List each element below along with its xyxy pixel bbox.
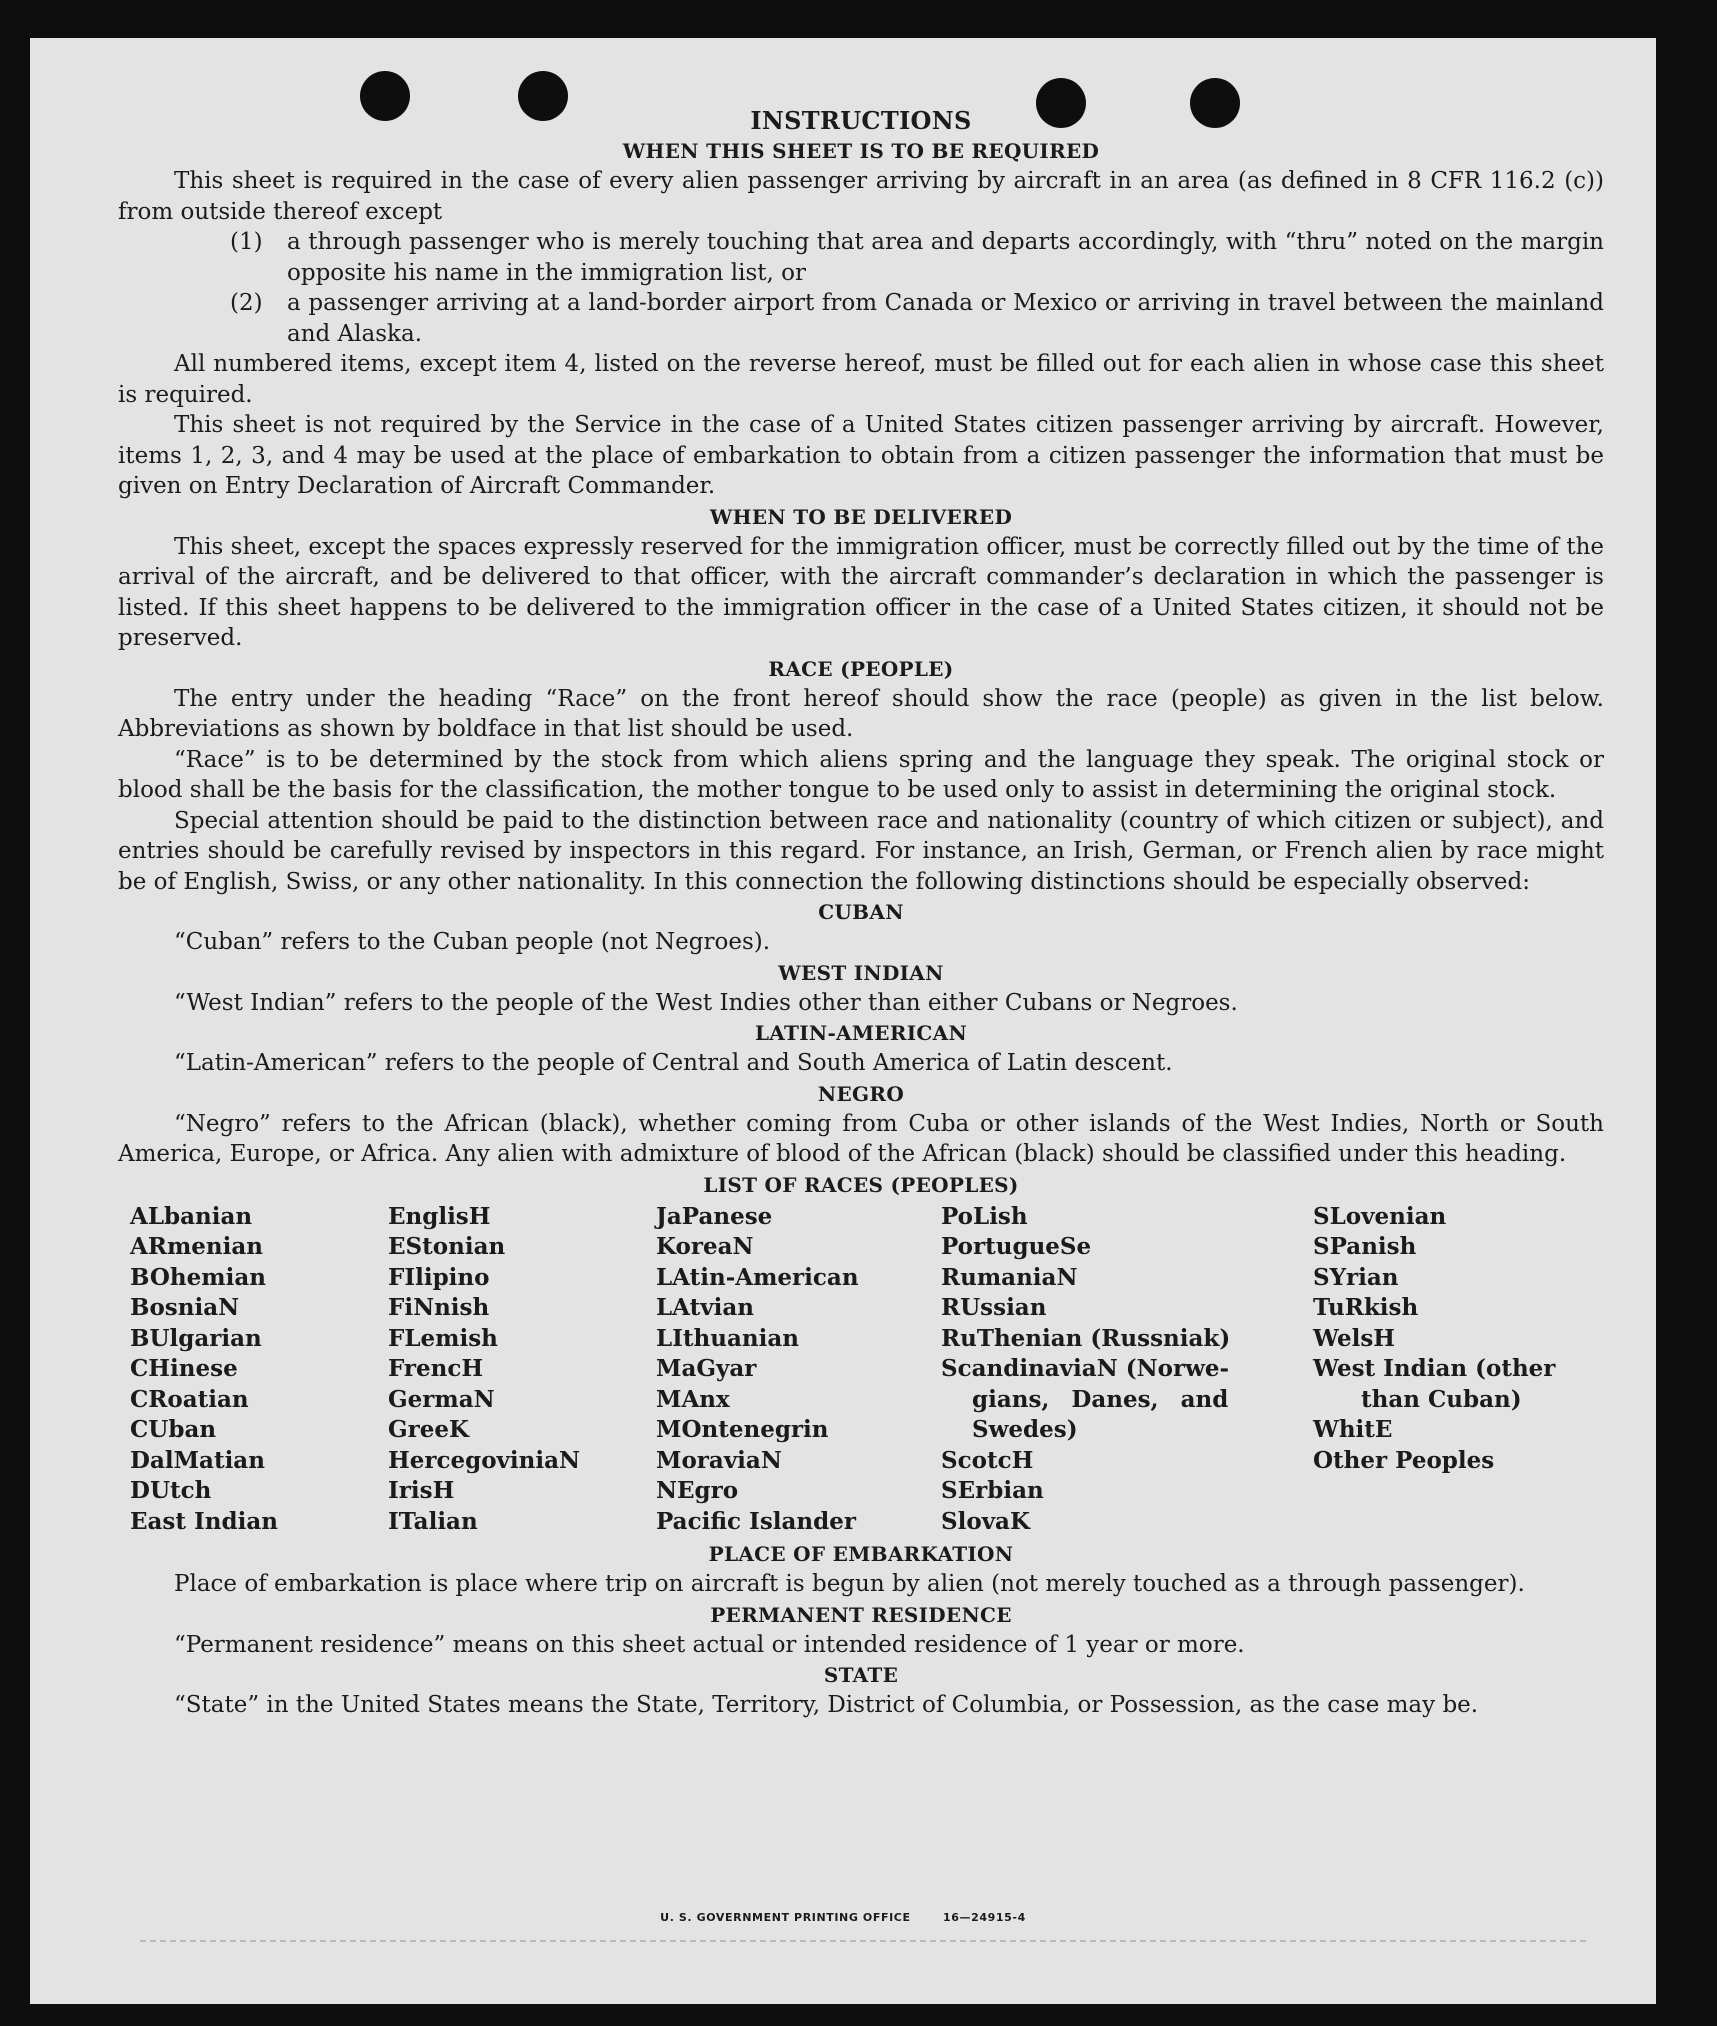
list-item bbox=[230, 227, 1604, 288]
paragraph: This sheet, except the spaces expressly reserved for the immigration officer, must be correctly filled out by the time of the arrival of the aircraft, and be delivered to that officer, with the aircraft commander’s declaration in which the passenger is listed. If this sheet happens to be delivered to the immigration officer in the case of a United States citizen, it should not be preserved. bbox=[118, 533, 1604, 651]
race-item: CHinese bbox=[130, 1355, 238, 1382]
race-item: HercegoviniaN bbox=[388, 1446, 581, 1474]
race-item-continued: than Cuban) bbox=[1361, 1385, 1522, 1413]
document-sheet bbox=[30, 38, 1656, 2004]
section-heading-list-of-races: LIST OF RACES (PEOPLES) bbox=[703, 1172, 1019, 1197]
race-item: BOhemian bbox=[130, 1263, 266, 1291]
paragraph: “Negro” refers to the African (black), whether coming from Cuba or other islands of the West Indies, North or South America, Europe, or Africa. Any alien with admixture of blood of the African (black) should be classified under this heading. bbox=[118, 1110, 1604, 1167]
bleed-through-line bbox=[140, 1934, 1590, 1948]
section-heading-west-indian: WEST INDIAN bbox=[778, 960, 944, 985]
paragraph: This sheet is not required by the Service in the case of a United States citizen passenger arriving by aircraft. However, items 1, 2, 3, and 4 may be used at the place of embarkation to obtain from a citizen passenger the information that must be given on Entry Declaration of Aircraft Commander. bbox=[118, 412, 1604, 499]
printer-name: U. S. GOVERNMENT PRINTING OFFICE bbox=[660, 1911, 911, 1924]
race-item: ScandinaviaN (Norwe- bbox=[941, 1355, 1230, 1382]
definition-text: “Permanent residence” means on this sheet actual or intended residence of 1 year or more. bbox=[174, 1631, 1245, 1658]
race-item-continued: gians, Danes, and bbox=[972, 1385, 1229, 1413]
race-item: LAtvian bbox=[656, 1294, 754, 1321]
list-number: (1) bbox=[230, 229, 263, 255]
race-item: MoraviaN bbox=[656, 1446, 782, 1474]
race-item: RUssian bbox=[941, 1294, 1047, 1321]
race-item: ALbanian bbox=[130, 1202, 253, 1230]
race-list bbox=[130, 1202, 1604, 1538]
section-heading-permanent-residence: PERMANENT RESIDENCE bbox=[710, 1602, 1012, 1627]
section-heading-required: WHEN THIS SHEET IS TO BE REQUIRED bbox=[622, 139, 1100, 163]
race-item: IrisH bbox=[388, 1477, 455, 1504]
race-item: EnglisH bbox=[388, 1202, 491, 1230]
race-item: KoreaN bbox=[656, 1233, 754, 1260]
race-item: SPanish bbox=[1313, 1233, 1417, 1260]
race-item: West Indian (other bbox=[1313, 1355, 1556, 1382]
race-item: CUban bbox=[130, 1416, 217, 1443]
paragraph: “State” in the United States means the State, Territory, District of Columbia, or Possession, as the case may be. bbox=[174, 1692, 1479, 1718]
race-item: SYrian bbox=[1313, 1263, 1399, 1291]
race-column-1 bbox=[130, 1202, 388, 1538]
section-heading-embarkation: PLACE OF EMBARKATION bbox=[708, 1542, 1014, 1566]
race-item: WhitE bbox=[1313, 1416, 1393, 1443]
race-item: ScotcH bbox=[941, 1446, 1034, 1474]
race-item: LAtin-American bbox=[656, 1263, 859, 1291]
race-item: DUtch bbox=[130, 1477, 212, 1504]
race-item: FLemish bbox=[388, 1324, 498, 1352]
race-item-continued: Swedes) bbox=[972, 1416, 1078, 1443]
section-heading-latin-american: LATIN-AMERICAN bbox=[754, 1021, 968, 1045]
printer-footer bbox=[30, 1911, 1656, 1924]
race-item: MaGyar bbox=[656, 1355, 757, 1382]
race-item: SLovenian bbox=[1313, 1202, 1447, 1230]
paragraph: All numbered items, except item 4, listed on the reverse hereof, must be filled out for each alien in whose case this sheet is required. bbox=[118, 351, 1604, 408]
race-item: LIthuanian bbox=[656, 1324, 799, 1352]
race-item: Pacific Islander bbox=[656, 1507, 856, 1535]
race-item: MOntenegrin bbox=[656, 1416, 829, 1443]
race-column-4 bbox=[941, 1202, 1313, 1538]
list-text: a through passenger who is merely touching that area and departs accordingly, with “thru” noted on the margin opposite his name in the immigration list, or bbox=[287, 229, 1604, 286]
race-item: SErbian bbox=[941, 1477, 1044, 1504]
race-item: RuThenian (Russniak) bbox=[941, 1324, 1231, 1352]
race-item: RumaniaN bbox=[941, 1263, 1078, 1291]
definition-text: “Cuban” refers to the Cuban people (not Negroes). bbox=[174, 929, 771, 955]
page-title: INSTRUCTIONS bbox=[750, 106, 972, 135]
race-item: ARmenian bbox=[130, 1233, 264, 1260]
race-item: Other Peoples bbox=[1313, 1446, 1495, 1474]
paragraph: Special attention should be paid to the distinction between race and nationality (country of which citizen or subject), and entries should be carefully revised by inspectors in this regard. For instance, an Irish, German, or French alien by race might be of English, Swiss, or any other nationality. In this connection the following distinctions should be especially observed: bbox=[118, 807, 1604, 895]
definition-text: “West Indian” refers to the people of the West Indies other than either Cubans or Negroes. bbox=[174, 989, 1238, 1016]
race-item: BosniaN bbox=[130, 1294, 240, 1321]
race-item: BUlgarian bbox=[130, 1324, 262, 1352]
section-heading-cuban: CUBAN bbox=[818, 900, 904, 924]
race-item: FrencH bbox=[388, 1355, 484, 1382]
race-item: GreeK bbox=[388, 1416, 470, 1443]
section-heading-delivered: WHEN TO BE DELIVERED bbox=[709, 504, 1013, 529]
race-item: SlovaK bbox=[941, 1507, 1030, 1535]
paragraph: Place of embarkation is place where trip on aircraft is begun by alien (not merely touched as a through passenger). bbox=[174, 1571, 1525, 1597]
race-column-5 bbox=[1313, 1202, 1583, 1538]
race-item: PortugueSe bbox=[941, 1233, 1092, 1260]
race-column-2 bbox=[388, 1202, 656, 1538]
section-heading-state: STATE bbox=[823, 1663, 899, 1687]
section-heading-race: RACE (PEOPLE) bbox=[768, 656, 954, 681]
section-heading-negro: NEGRO bbox=[817, 1081, 905, 1106]
race-item: East Indian bbox=[130, 1507, 278, 1535]
race-item: PoLish bbox=[941, 1202, 1028, 1230]
race-item: EStonian bbox=[388, 1233, 506, 1260]
list-item bbox=[230, 288, 1604, 349]
paragraph: “Race” is to be determined by the stock from which aliens spring and the language they speak. The original stock or blood shall be the basis for the classification, the mother tongue to be used only to assist in determining the original stock. bbox=[118, 746, 1604, 803]
race-item: GermaN bbox=[388, 1385, 495, 1413]
race-item: JaPanese bbox=[656, 1202, 773, 1230]
paragraph: This sheet is required in the case of every alien passenger arriving by aircraft in an area (as defined in 8 CFR 116.2 (c)) from outside thereof except bbox=[118, 168, 1604, 225]
race-item: TuRkish bbox=[1313, 1294, 1419, 1321]
race-item: CRoatian bbox=[130, 1385, 249, 1413]
race-item: ITalian bbox=[388, 1507, 478, 1535]
race-item: WelsH bbox=[1313, 1324, 1396, 1352]
race-item: FIlipino bbox=[388, 1263, 490, 1291]
race-item: FiNnish bbox=[388, 1294, 490, 1321]
instructions-content bbox=[118, 106, 1604, 1721]
race-item: NEgro bbox=[656, 1477, 739, 1504]
form-code: 16—24915-4 bbox=[943, 1911, 1026, 1924]
race-item: MAnx bbox=[656, 1385, 730, 1413]
race-item: DalMatian bbox=[130, 1446, 265, 1474]
list-number: (2) bbox=[230, 290, 263, 316]
paragraph: The entry under the heading “Race” on the front hereof should show the race (people) as given in the list below. Abbreviations as shown by boldface in that list should be used. bbox=[118, 685, 1604, 742]
race-column-3 bbox=[656, 1202, 941, 1538]
definition-text: “Latin-American” refers to the people of Central and South America of Latin descent. bbox=[174, 1050, 1173, 1076]
list-text: a passenger arriving at a land-border airport from Canada or Mexico or arriving in travel between the mainland and Alaska. bbox=[287, 290, 1604, 347]
